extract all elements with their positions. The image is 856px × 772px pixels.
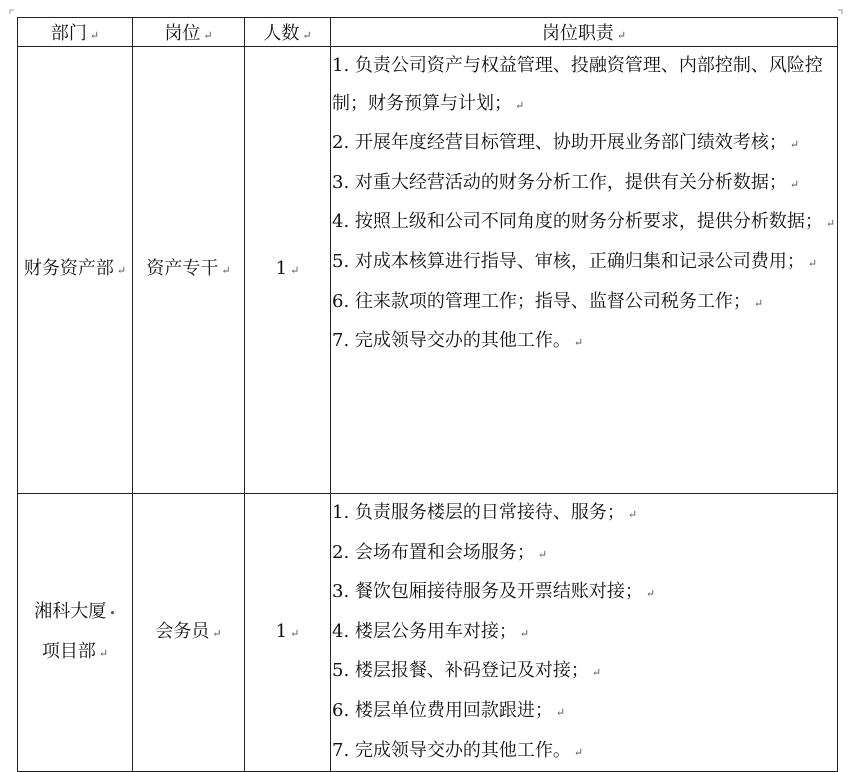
- corner-mark-icon: [838, 4, 848, 14]
- duty-item: 7. 完成领导交办的其他工作。 ↵: [332, 330, 584, 352]
- duty-item: 6. 楼层单位费用回款跟进； ↵: [332, 699, 566, 721]
- table-row: [18, 47, 838, 494]
- position-name: 会务员: [155, 620, 210, 642]
- duty-item: 2. 会场布置和会场服务； ↵: [332, 541, 548, 563]
- duty-item: 4. 楼层公务用车对接； ↵: [332, 620, 530, 642]
- position-cell: 会务员 ↵: [133, 494, 245, 772]
- duty-item: 2. 开展年度经营目标管理、协助开展业务部门绩效考核； ↵: [332, 132, 800, 154]
- header-duties: 岗位职责 ↵: [331, 18, 838, 47]
- department-name: 财务资产部: [23, 258, 114, 279]
- header-department: 部门 ↵: [18, 18, 133, 47]
- duties-cell: [331, 47, 838, 494]
- position-cell: 资产专干 ↵: [133, 47, 245, 494]
- duties-cell: [331, 494, 838, 772]
- duty-item: 4. 按照上级和公司不同角度的财务分析要求，提供分析数据； ↵: [332, 211, 836, 233]
- corner-mark-icon: [4, 4, 14, 14]
- duty-item: 1. 负责服务楼层的日常接待、服务； ↵: [332, 502, 638, 523]
- department-cell: 湘科大厦 • 项目部 ↵: [18, 494, 133, 772]
- department-name-line1: 湘科大厦: [34, 600, 107, 622]
- department-name-line2: 项目部: [41, 640, 96, 662]
- header-row: [18, 18, 838, 47]
- header-count: 人数 ↵: [245, 18, 331, 47]
- headcount: 1: [275, 620, 288, 642]
- duty-item: 5. 楼层报餐、补码登记及对接； ↵: [332, 660, 602, 682]
- duty-item: 1. 负责公司资产与权益管理、投融资管理、内部控制、风险控制；财务预算与计划； ↵: [332, 55, 823, 114]
- position-name: 资产专干: [146, 258, 219, 279]
- duty-item: 6. 往来款项的管理工作；指导、监督公司税务工作； ↵: [332, 290, 764, 312]
- header-position: 岗位 ↵: [133, 18, 245, 47]
- headcount: 1: [275, 258, 288, 279]
- count-cell: 1 ↵: [245, 47, 331, 494]
- duty-item: 3. 对重大经营活动的财务分析工作，提供有关分析数据； ↵: [332, 171, 800, 193]
- department-cell: 财务资产部 ↵: [18, 47, 133, 494]
- recruitment-table: [17, 17, 838, 772]
- duty-item: 5. 对成本核算进行指导、审核，正确归集和记录公司费用； ↵: [332, 250, 818, 272]
- table-row: [18, 494, 838, 772]
- count-cell: 1 ↵: [245, 494, 331, 772]
- duty-item: 7. 完成领导交办的其他工作。 ↵: [332, 739, 584, 761]
- duty-item: 3. 餐饮包厢接待服务及开票结账对接； ↵: [332, 581, 656, 603]
